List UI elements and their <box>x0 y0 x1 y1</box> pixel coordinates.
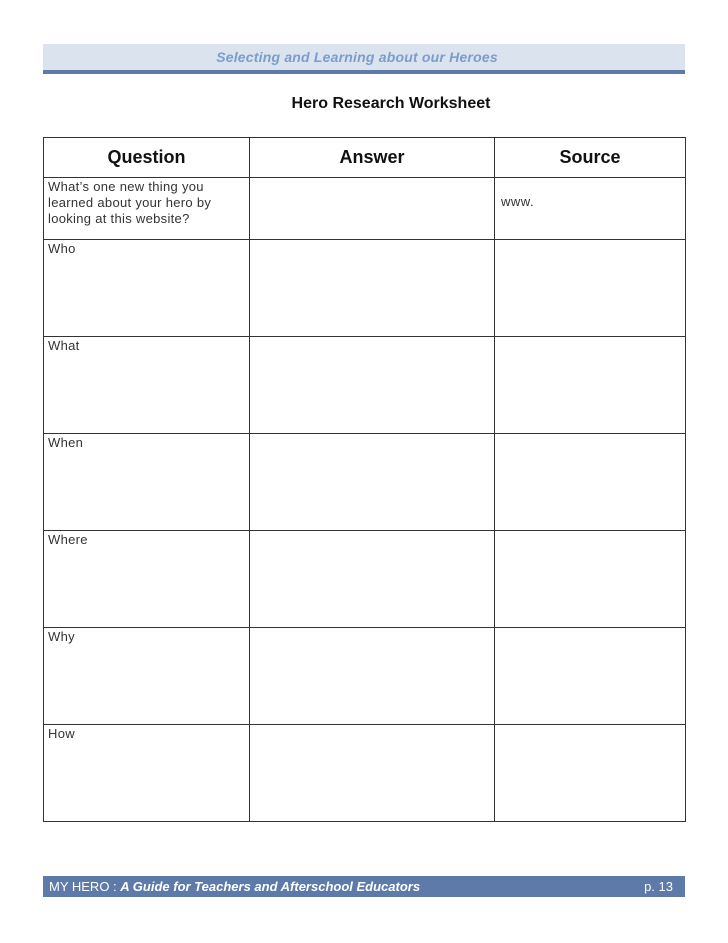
question-text: What <box>48 338 80 353</box>
question-text: Who <box>48 241 76 256</box>
table-row <box>44 178 686 240</box>
page-title: Hero Research Worksheet <box>291 95 491 112</box>
question-cell <box>44 628 250 725</box>
table-row <box>44 434 686 531</box>
question-cell <box>44 178 250 240</box>
source-cell[interactable] <box>495 337 686 434</box>
question-text: Why <box>48 629 75 644</box>
question-text: When <box>48 435 84 450</box>
footer-title <box>49 879 420 894</box>
question-cell <box>44 337 250 434</box>
answer-cell[interactable] <box>250 240 495 337</box>
source-cell[interactable] <box>495 531 686 628</box>
table-row <box>44 628 686 725</box>
column-header-question: Question <box>44 138 250 178</box>
answer-cell[interactable] <box>250 337 495 434</box>
question-text: What’s one new thing you learned about your hero by looking at this website? <box>48 179 212 226</box>
source-cell[interactable] <box>495 178 686 240</box>
answer-cell[interactable] <box>250 725 495 822</box>
question-text: Where <box>48 532 88 547</box>
source-text: www. <box>501 194 535 209</box>
column-header-answer: Answer <box>250 138 495 178</box>
worksheet-table <box>43 137 686 822</box>
source-cell[interactable] <box>495 434 686 531</box>
header-band <box>43 44 685 74</box>
footer-subtitle: A Guide for Teachers and Afterschool Educators <box>120 879 421 894</box>
source-cell[interactable] <box>495 725 686 822</box>
source-cell[interactable] <box>495 240 686 337</box>
table-row <box>44 337 686 434</box>
table-row <box>44 531 686 628</box>
table-header-row <box>44 138 686 178</box>
question-cell <box>44 725 250 822</box>
source-cell[interactable] <box>495 628 686 725</box>
column-header-source: Source <box>495 138 686 178</box>
answer-cell[interactable] <box>250 178 495 240</box>
question-cell <box>44 531 250 628</box>
question-text: How <box>48 726 75 741</box>
answer-cell[interactable] <box>250 628 495 725</box>
footer-brand: MY HERO : <box>49 879 121 894</box>
table-row <box>44 725 686 822</box>
footer-band <box>43 876 685 897</box>
section-title: Selecting and Learning about our Heroes <box>216 49 498 65</box>
answer-cell[interactable] <box>250 434 495 531</box>
table-row <box>44 240 686 337</box>
question-cell <box>44 240 250 337</box>
page-number: p. 13 <box>644 879 673 894</box>
answer-cell[interactable] <box>250 531 495 628</box>
question-cell <box>44 434 250 531</box>
